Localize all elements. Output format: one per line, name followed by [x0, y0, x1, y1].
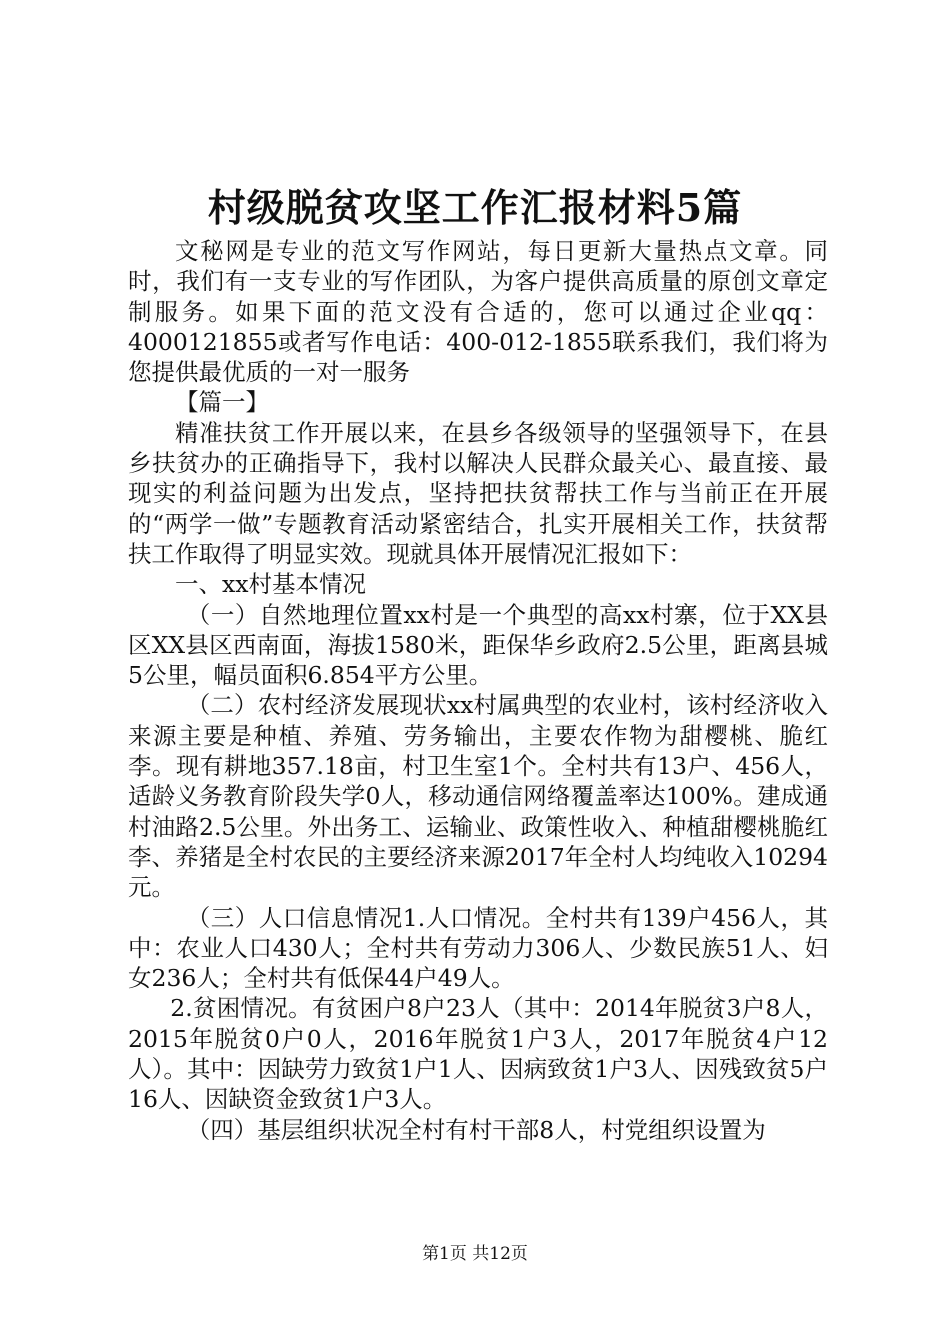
paragraph-poverty: 2.贫困情况。有贫困户8户23人（其中：2014年脱贫3户8人，2015年脱贫0户0人，2016年脱贫1户3人，2017年脱贫4户12人）。其中：因缺劳力致贫1户1人、因病致贫1户3人、因残致贫5户16人、因缺资金致贫1户3人。	[128, 994, 828, 1114]
paragraph-economy: （二）农村经济发展现状xx村属典型的农业村，该村经济收入来源主要是种植、养殖、劳务输出，主要农作物为甜樱桃、脆红李。现有耕地357.18亩，村卫生室1个。全村共有13户、456人，适龄义务教育阶段失学0人，移动通信网络覆盖率达100%。建成通村油路2.5公里。外出务工、运输业、政策性收入、种植甜樱桃脆红李、养猪是全村农民的主要经济来源2017年全村人均纯收入10294元。	[128, 691, 828, 902]
document-title: 村级脱贫攻坚工作汇报材料5篇	[207, 185, 743, 230]
paragraph-organization: （四）基层组织状况全村有村干部8人，村党组织设置为	[186, 1115, 766, 1144]
document-body	[128, 236, 828, 1145]
intro-paragraph: 文秘网是专业的范文写作网站，每日更新大量热点文章。同时，我们有一支专业的写作团队，为客户提供高质量的原创文章定制服务。如果下面的范文没有合适的，您可以通过企业qq：4000121855或者写作电话：400-012-1855联系我们，我们将为您提供最优质的一对一服务	[128, 237, 828, 387]
page-number-footer: 第1页 共12页	[422, 1244, 528, 1264]
paragraph-population: （三）人口信息情况1.人口情况。全村共有139户456人，其中：农业人口430人；全村共有劳动力306人、少数民族51人、妇女236人；全村共有低保44户49人。	[128, 903, 828, 993]
paragraph-1: 精准扶贫工作开展以来，在县乡各级领导的坚强领导下，在县乡扶贫办的正确指导下，我村以解决人民群众最关心、最直接、最现实的利益问题为出发点，坚持把扶贫帮扶工作与当前正在开展的“两学一做”专题教育活动紧密结合，扎实开展相关工作，扶贫帮扶工作取得了明显实效。现就具体开展情况汇报如下：	[128, 418, 828, 568]
section-label: 【篇一】	[175, 388, 269, 417]
paragraph-geography: （一）自然地理位置xx村是一个典型的高xx村寨，位于XX县区XX县区西南面，海拔1580米，距保华乡政府2.5公里，距离县城5公里，幅员面积6.854平方公里。	[128, 600, 828, 690]
heading-basic-situation: 一、xx村基本情况	[175, 570, 367, 599]
